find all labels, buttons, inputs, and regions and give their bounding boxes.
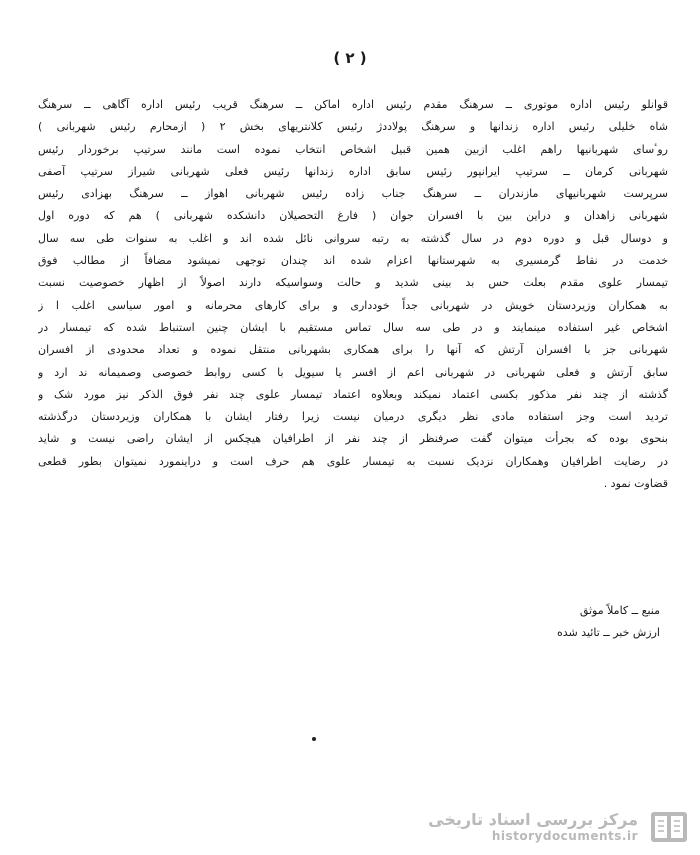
text-line: قوانلو رئیس اداره موتوری ــ سرهنگ مقدم رئیس اداره اماکن ــ سرهنگ قریب رئیس اداره آگاهی ــ سرهنگ	[38, 98, 668, 111]
watermark-url: historydocuments.ir	[491, 828, 638, 843]
text-line: شهربانی کرمان ــ سرتیپ ایرانپور رئیس سابق اداره زندانها رئیس فعلی شهربانی شیراز سرتیپ آصفی	[38, 164, 668, 178]
page-number: ( ٢ )	[333, 49, 367, 67]
center-dot	[312, 737, 316, 741]
text-line: تیمسار علوی مقدم بعلت حس بد بینی شدید و حالت وسواسیکه دارند اصولاً از اظهار خصوصیت نسبت	[38, 276, 668, 290]
text-line: شهربانی جز با افسران آرتش که آنها را برای همکاری بشهربانی منتقل نموده و تعداد محدودی از افسران	[38, 343, 668, 357]
text-line: اشخاص غیر استفاده مینمایند و در طی سه سال تماس مستقیم با ایشان چنین استنباط شده که تیمسار در	[38, 320, 668, 334]
news-value: ارزش خبر ــ تائید شده	[556, 626, 660, 639]
text-line: در رضایت اطرافیان وهمکاران نزدیک نسبت به تیمسار علوی هم حرف است و دراینمورد نمیتوان بطور قطعی	[38, 454, 668, 468]
text-line: شهربانی زاهدان و دراین بین با افسران جوان ( فارغ التحصیلان دانشکده شهربانی ) هم که دوره اول	[38, 209, 668, 223]
text-line: خدمت در نقاط گرمسیری به شهرستانها اعزام شده اند چندان توجهی نمیشود مضافاً از مطالب فوق	[38, 254, 668, 268]
text-line: روٴسای شهربانیها راهم اغلب ازبین همین قبیل اشخاص انتخاب نموده است مانند سرتیپ برخوردار رئیس	[38, 142, 668, 156]
text-line: به همکاران وزیردستان خویش در شهربانی جداً خودداری و برای کارهای محرمانه و امور سیاسی اغلب ا ز	[38, 298, 668, 312]
watermark-title: مرکز بررسی اسناد تاریخی	[428, 809, 638, 829]
text-line: گذشته از چند نفر مذکور بکسی اعتماد نمیکند وبعلاوه اعتماد تیمسار علوی چند نفر فوق الذکر نیز مورد شک و	[38, 387, 668, 401]
text-line: سرپرست شهربانیهای مازندران ــ سرهنگ جناب زاده رئیس شهربانی اهواز ــ سرهنگ بهزادی رئیس	[38, 187, 668, 201]
watermark-text	[428, 810, 638, 843]
watermark	[428, 803, 692, 849]
text-line: قضاوت نمود .	[603, 477, 668, 491]
source-block	[557, 600, 660, 644]
book-emblem-icon	[646, 803, 692, 849]
text-line: سابق آرتش و فعلی شهربانی در شهربانی اعم از افسر یا سیویل با کسی روابط خصوصی وصمیمانه ند ارد و	[38, 365, 668, 379]
source-reliability: منبع ــ کاملاً موثق	[579, 604, 660, 617]
text-line: تردید است وجز استفاده مادی نظر دیگری درمیان نیست زیرا رفتار ایشان با همکاران وزیردستان درگذشته	[38, 410, 668, 424]
document-body	[38, 94, 668, 495]
text-line: و دوسال قبل و دوره دوم در سال گذشته به رتبه سروانی نائل شده اند و اغلب به سنوات طی سه سال	[38, 231, 668, 245]
text-line: شاه خلیلی رئیس اداره زندانها و سرهنگ پولاددژ رئیس کلانتریهای بخش ٢ ( ازمحارم رئیس شهربانی )	[38, 120, 668, 134]
text-line: بنحوی بوده که بجرأت میتوان گفت صرفنظر از چند نفر از اطرافیان هیچکس از ایشان راضی نیست و شاید	[38, 432, 668, 446]
